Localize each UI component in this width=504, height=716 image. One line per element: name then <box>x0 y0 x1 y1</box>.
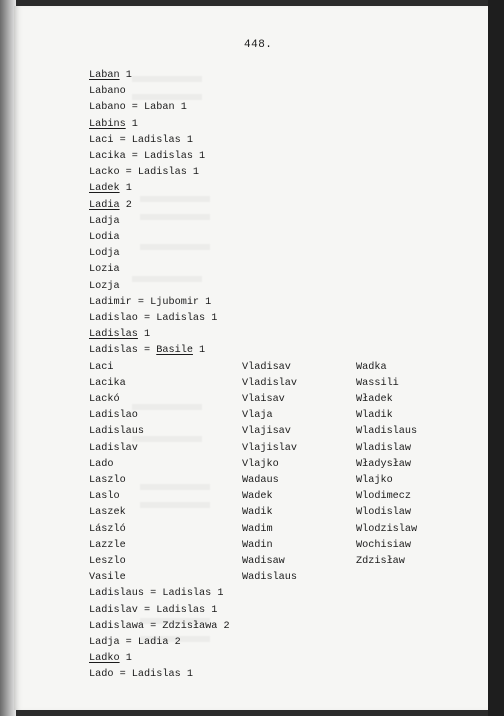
bleed-through-mark <box>140 618 210 624</box>
variant-name: Vasile <box>89 572 126 584</box>
bleed-through-mark <box>140 196 210 202</box>
variant-name: Wladislaus <box>356 426 418 438</box>
index-entry <box>89 183 132 195</box>
index-entry <box>89 264 120 276</box>
entry-ref: 1 <box>125 118 138 130</box>
variant-name: Lazzle <box>89 539 126 551</box>
variant-name: Vlaja <box>242 410 273 422</box>
variant-name: Ladislav <box>89 442 138 454</box>
entry-name: Labins <box>89 118 126 130</box>
bleed-through-mark <box>140 636 210 642</box>
entry-name: Ladek <box>89 183 120 195</box>
variant-name: Laszlo <box>89 475 126 486</box>
entry-name: Ladimir = Ljubomir 1 <box>89 296 212 308</box>
variant-name: Wlodimecz <box>356 491 412 503</box>
index-entry <box>89 232 120 244</box>
index-entry <box>89 329 150 341</box>
entry-name: Ladko <box>89 653 120 665</box>
entry-name: Ladislas <box>89 329 138 341</box>
scan-border <box>488 0 504 716</box>
variant-name: Władek <box>356 394 393 405</box>
entry-count: 1 <box>192 345 206 357</box>
variant-name: Lado <box>89 458 114 470</box>
entry-name: Lodja <box>89 248 120 260</box>
index-entry <box>89 588 224 600</box>
index-entry <box>89 151 205 163</box>
index-entry <box>89 167 199 179</box>
entry-ref: Basile <box>156 345 193 357</box>
variant-name: Laszek <box>89 507 126 519</box>
variant-name: Zdzisław <box>356 556 405 567</box>
bleed-through-mark <box>140 484 210 490</box>
entry-name: Ladislao = Ladislas 1 <box>89 313 218 324</box>
entry-text: 1 <box>119 653 132 665</box>
variant-name: Wochisiaw <box>356 539 412 551</box>
entry-text: Ladislav = Ladislas 1 <box>89 604 218 616</box>
variant-name: Wadka <box>356 361 387 373</box>
index-entry <box>89 669 193 681</box>
variant-name: Lacika <box>89 377 126 389</box>
bleed-through-mark <box>140 214 210 220</box>
variant-name: Lackó <box>89 394 120 405</box>
variant-name: Vlajislav <box>242 442 298 454</box>
variant-name: Wadaus <box>242 475 279 486</box>
variant-name: Wladik <box>356 410 393 422</box>
bleed-through-mark <box>132 404 202 410</box>
entry-name: Ladia <box>89 199 120 211</box>
variant-name: Wlajko <box>356 475 393 486</box>
bleed-through-mark <box>132 76 202 82</box>
variant-name: Wadisaw <box>242 556 285 567</box>
index-entry <box>89 313 217 325</box>
entry-name: Ladislas = <box>89 345 157 357</box>
entry-name: Ladja <box>89 215 120 227</box>
entry-text: Lado = Ladislas 1 <box>89 669 193 681</box>
variant-name: Laslo <box>89 491 120 503</box>
entry-text: Ladislaus = Ladislas 1 <box>89 588 224 600</box>
entry-ref: 1 <box>137 329 151 341</box>
variant-name: Wadin <box>242 539 273 551</box>
index-entry <box>89 119 138 131</box>
variant-name: Władysław <box>356 458 412 470</box>
variant-name: Wassili <box>356 377 399 389</box>
variant-name: Vladisav <box>242 361 291 373</box>
index-entry <box>89 297 211 309</box>
variant-name: Wadik <box>242 507 273 519</box>
index-entry <box>89 102 187 114</box>
entry-name: Laban <box>89 70 120 81</box>
index-entry <box>89 653 132 665</box>
entry-name: Labano = Laban 1 <box>89 102 187 114</box>
bleed-through-mark <box>140 502 210 508</box>
entry-name: Lozja <box>89 280 120 292</box>
variant-name: Wadek <box>242 491 273 503</box>
variant-name: Leszlo <box>89 556 126 567</box>
index-entry <box>89 135 193 147</box>
entry-ref: 1 <box>119 183 132 195</box>
index-entry <box>89 248 120 260</box>
index-entry <box>89 86 126 98</box>
variant-name: Vlajko <box>242 458 279 470</box>
variant-name: Ladislao <box>89 410 138 422</box>
bleed-through-mark <box>132 276 202 282</box>
variant-name: Wlodislaw <box>356 507 412 519</box>
bleed-through-mark <box>132 436 202 442</box>
variant-name: Ladislaus <box>89 426 145 438</box>
variant-name: Laci <box>89 361 114 373</box>
variant-name: Wlodzislaw <box>356 523 418 535</box>
document-page <box>14 6 488 710</box>
variant-name: Vladislav <box>242 377 298 389</box>
entry-name: Lodia <box>89 232 120 243</box>
index-entry <box>89 216 120 228</box>
entry-name: Lacko = Ladislas 1 <box>89 167 200 179</box>
variant-name: Wadislaus <box>242 572 298 584</box>
entry-text: Ladja = Ladia 2 <box>89 637 181 648</box>
index-entry <box>89 345 205 357</box>
variant-name: Vlaisav <box>242 394 285 405</box>
bleed-through-mark <box>132 94 202 100</box>
index-entry <box>89 70 132 82</box>
entry-name: Lozia <box>89 264 120 276</box>
variant-name: Vlajisav <box>242 426 291 438</box>
index-entry <box>89 605 217 617</box>
index-entry <box>89 281 120 293</box>
index-entry <box>89 200 132 212</box>
variant-name: László <box>89 523 126 535</box>
entry-name: Laci = Ladislas 1 <box>89 134 193 146</box>
page-number: 448. <box>244 39 273 51</box>
entry-name: Labano <box>89 86 126 98</box>
entry-ref: 2 <box>119 199 132 211</box>
entry-text: Ladislawa = Zdzisława 2 <box>89 620 230 632</box>
entry-ref: 1 <box>119 70 132 81</box>
entry-name: Lacika = Ladislas 1 <box>89 151 206 162</box>
bleed-through-mark <box>140 244 210 250</box>
variant-name: Wadim <box>242 523 273 535</box>
variant-name: Wladislaw <box>356 442 412 454</box>
